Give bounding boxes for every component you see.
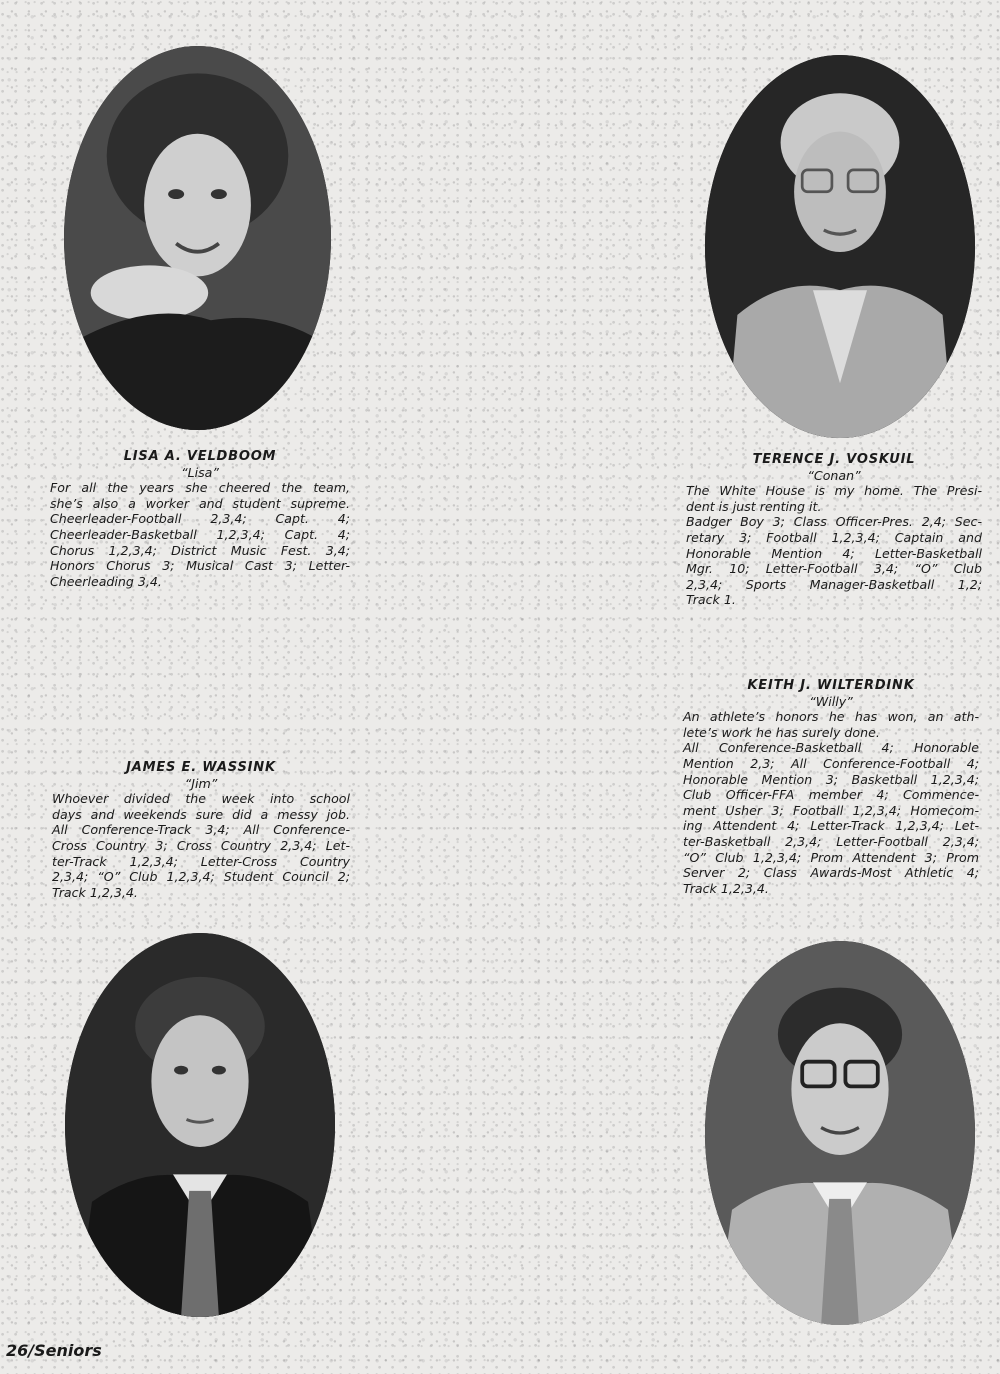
bio-wassink [52,760,350,900]
student-name: JAMES E. WASSINK [126,760,276,775]
bio-line: Cross Country 3; Cross Country 2,3,4; Let- [52,837,350,853]
bio-line: Honors Chorus 3; Musical Cast 3; Letter- [50,558,350,574]
page-footer: 26/Seniors [6,1341,102,1360]
bio-line: days and weekends sure did a messy job. [52,806,350,822]
bio-line: Track 1. [686,592,736,608]
student-name: LISA A. VELDBOOM [123,449,277,464]
portrait-photo-wassink [65,933,335,1317]
bio-line: Server 2; Class Awards-Most Athletic 4; [683,865,979,881]
bio-line: dent is just renting it. [686,498,822,514]
bio-line: The White House is my home. The Presi- [686,483,982,499]
bio-line: Track 1,2,3,4. [683,880,769,896]
bio-line: All Conference-Basketball 4; Honorable [683,740,979,756]
bio-line: An athlete’s honors he has won, an ath- [683,709,979,725]
student-nickname: “Jim” [184,775,218,791]
bio-line: ter-Track 1,2,3,4; Letter-Cross Country [52,853,350,869]
student-nickname: “Lisa” [181,464,219,480]
bio-line: ment Usher 3; Football 1,2,3,4; Homecom- [683,802,979,818]
bio-line: Honorable Mention 4; Letter-Basketball [686,545,982,561]
student-nickname: “Conan” [807,467,861,483]
portrait-photo-wilterdink [705,941,975,1325]
bio-line: ter-Basketball 2,3,4; Letter-Football 2,3,4; [683,833,979,849]
bio-line: All Conference-Track 3,4; All Conference- [52,822,350,838]
student-name: KEITH J. WILTERDINK [747,678,915,693]
bio-line: Whoever divided the week into school [52,791,350,807]
bio-line: lete’s work he has surely done. [683,724,880,740]
bio-line: she’s also a worker and student supreme. [50,495,350,511]
bio-line: retary 3; Football 1,2,3,4; Captain and [686,529,982,545]
bio-voskuil [686,452,982,608]
student-name: TERENCE J. VOSKUIL [752,452,916,467]
bio-line: 2,3,4; “O” Club 1,2,3,4; Student Council 2; [52,869,350,885]
bio-line: For all the years she cheered the team, [50,480,350,496]
bio-wilterdink [683,678,979,896]
student-nickname: “Willy” [809,693,853,709]
bio-line: Cheerleader-Football 2,3,4; Capt. 4; [50,511,350,527]
bio-line: 2,3,4; Sports Manager-Basketball 1,2; [686,576,982,592]
bio-line: Track 1,2,3,4. [52,884,138,900]
bio-line: Club Officer-FFA member 4; Commence- [683,787,979,803]
portrait-photo-voskuil [705,55,975,438]
bio-veldboom [50,449,350,589]
bio-line: Honorable Mention 3; Basketball 1,2,3,4; [683,771,979,787]
bio-line: Cheerleading 3,4. [50,573,162,589]
bio-line: Mention 2,3; All Conference-Football 4; [683,755,979,771]
bio-line: Badger Boy 3; Class Officer-Pres. 2,4; Sec- [686,514,982,530]
bio-line: Chorus 1,2,3,4; District Music Fest. 3,4; [50,542,350,558]
bio-line: Mgr. 10; Letter-Football 3,4; “O” Club [686,561,982,577]
bio-line: Cheerleader-Basketball 1,2,3,4; Capt. 4; [50,526,350,542]
bio-line: ing Attendent 4; Letter-Track 1,2,3,4; Let- [683,818,979,834]
bio-line: “O” Club 1,2,3,4; Prom Attendent 3; Prom [683,849,979,865]
portrait-photo-veldboom [64,46,331,430]
